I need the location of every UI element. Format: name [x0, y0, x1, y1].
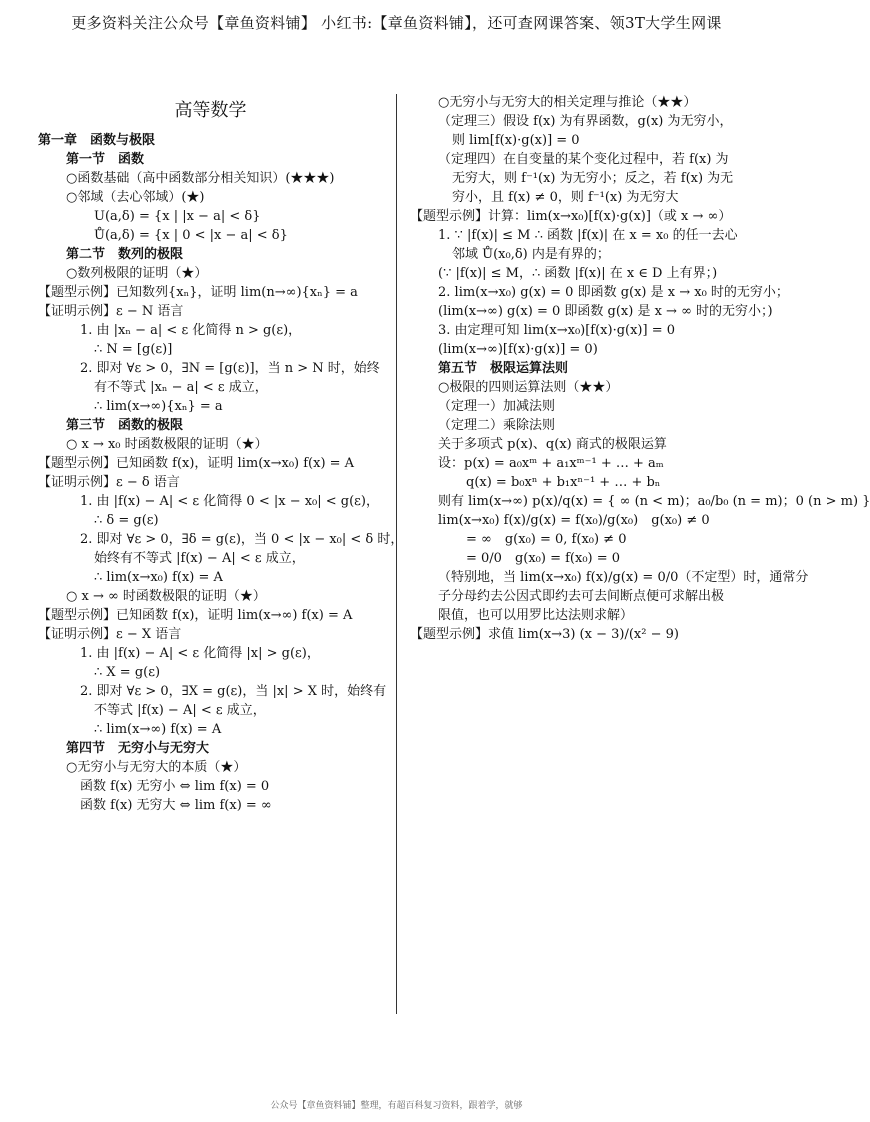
left-line: Ů(a,δ) = {x | 0 < |x − a| < δ} [94, 228, 288, 244]
left-line: ∴ lim(x→∞) f(x) = A [94, 722, 222, 738]
left-line: ○函数基础（高中函数部分相关知识）(★★★) [66, 171, 335, 187]
left-line: 第二节 数列的极限 [66, 247, 184, 263]
right-line: 穷小，且 f(x) ≠ 0，则 f⁻¹(x) 为无穷大 [452, 190, 679, 205]
left-line: ○无穷小与无穷大的本质（★） [66, 760, 247, 776]
left-line: 【题型示例】已知函数 f(x)，证明 lim(x→x₀) f(x) = A [38, 456, 355, 472]
left-line: 【证明示例】ε − δ 语言 [38, 475, 180, 491]
left-line: 不等式 |f(x) − A| < ε 成立， [94, 703, 266, 719]
right-line: lim(x→x₀) f(x)/g(x) = f(x₀)/g(x₀) g(x₀) ≠ 0 [438, 513, 710, 528]
document-title: 高等数学 [174, 100, 247, 121]
right-line: (lim(x→∞) g(x) = 0 即函数 g(x) 是 x → ∞ 时的无穷小；) [438, 304, 773, 319]
left-line: 【证明示例】ε − X 语言 [38, 627, 182, 643]
page-footer: 公众号【章鱼资料铺】整理，有超百科复习资料，跟着学，就够 [270, 1101, 523, 1111]
right-line: 关于多项式 p(x)、q(x) 商式的极限运算 [438, 437, 667, 452]
right-line: 则有 lim(x→∞) p(x)/q(x) = { ∞ (n < m)；a₀/b₀ (n = m)；0 (n > m) } [438, 494, 870, 509]
right-line: （定理二）乘除法则 [438, 418, 556, 433]
left-line: 函数 f(x) 无穷小 ⇔ lim f(x) = 0 [80, 779, 270, 795]
right-line: 设：p(x) = a₀xᵐ + a₁xᵐ⁻¹ + … + aₘ [438, 456, 664, 471]
left-line: 2. 即对 ∀ε > 0，∃N = [g(ε)]，当 n > N 时，始终 [80, 361, 380, 377]
right-line: q(x) = b₀xⁿ + b₁xⁿ⁻¹ + … + bₙ [466, 475, 661, 490]
page-header: 更多资料关注公众号【章鱼资料铺】 小红书:【章鱼资料铺】，还可查网课答案、领3T大学生网课 [71, 14, 722, 32]
right-line: (lim(x→∞)[f(x)·g(x)] = 0) [438, 342, 598, 357]
left-line: ∴ lim(x→x₀) f(x) = A [94, 570, 223, 586]
right-line: 【题型示例】求值 lim(x→3) (x − 3)/(x² − 9) [410, 627, 679, 642]
left-line: 1. 由 |f(x) − A| < ε 化简得 |x| > g(ε)， [80, 646, 320, 662]
left-line: ○数列极限的证明（★） [66, 266, 208, 282]
left-line: 2. 即对 ∀ε > 0，∃X = g(ε)，当 |x| > X 时，始终有 [80, 684, 387, 700]
left-line: 【题型示例】已知数列{xₙ}，证明 lim(n→∞){xₙ} = a [38, 285, 358, 301]
left-line: ○ x → ∞ 时函数极限的证明（★） [66, 589, 266, 605]
left-line: 2. 即对 ∀ε > 0，∃δ = g(ε)，当 0 < |x − x₀| < δ 时， [80, 532, 404, 548]
left-line: 【证明示例】ε − N 语言 [38, 304, 184, 320]
left-line: ∴ N = [g(ε)] [94, 342, 173, 358]
left-line: 有不等式 |xₙ − a| < ε 成立， [94, 380, 268, 396]
left-line: ∴ X = g(ε) [94, 665, 161, 681]
left-line: 第一章 函数与极限 [38, 133, 156, 149]
right-line: = 0/0 g(x₀) = f(x₀) = 0 [466, 551, 621, 566]
left-line: U(a,δ) = {x | |x − a| < δ} [94, 209, 261, 225]
right-line: 则 lim[f(x)·g(x)] = 0 [452, 133, 580, 148]
right-column [410, 94, 870, 645]
left-line: 始终有不等式 |f(x) − A| < ε 成立， [94, 551, 305, 567]
left-line: 1. 由 |f(x) − A| < ε 化简得 0 < |x − x₀| < g(ε)， [80, 494, 379, 510]
right-line: 2. lim(x→x₀) g(x) = 0 即函数 g(x) 是 x → x₀ 时的无穷小； [438, 285, 789, 300]
left-line: ∴ δ = g(ε) [94, 513, 159, 529]
right-line: （定理一）加减法则 [438, 399, 556, 414]
right-line: 无穷大，则 f⁻¹(x) 为无穷小；反之，若 f(x) 为无 [452, 171, 734, 186]
left-line: 第一节 函数 [66, 152, 145, 168]
right-line: 限值，也可以用罗比达法则求解） [438, 608, 634, 623]
right-line: 1. ∵ |f(x)| ≤ M ∴ 函数 |f(x)| 在 x = x₀ 的任一去心 [438, 228, 738, 243]
column-divider [396, 94, 397, 1014]
left-line: ○邻域（去心邻域）(★) [66, 190, 205, 206]
left-line: ○ x → x₀ 时函数极限的证明（★） [66, 437, 268, 453]
right-line: 3. 由定理可知 lim(x→x₀)[f(x)·g(x)] = 0 [438, 323, 676, 338]
right-line: 【题型示例】计算：lim(x→x₀)[f(x)·g(x)]（或 x → ∞） [410, 209, 732, 224]
left-line: 函数 f(x) 无穷大 ⇔ lim f(x) = ∞ [80, 798, 272, 814]
right-line: 子分母约去公因式即约去可去间断点便可求解出极 [438, 589, 725, 604]
right-line: （定理三）假设 f(x) 为有界函数，g(x) 为无穷小， [438, 114, 733, 129]
right-line: 第五节 极限运算法则 [438, 361, 569, 376]
right-line: = ∞ g(x₀) = 0, f(x₀) ≠ 0 [466, 532, 627, 547]
right-line: 邻域 Ů(x₀,δ) 内是有界的； [452, 247, 610, 262]
left-line: 1. 由 |xₙ − a| < ε 化简得 n > g(ε)， [80, 323, 302, 339]
right-content [410, 94, 870, 645]
left-line: 第三节 函数的极限 [66, 418, 184, 434]
left-line: ∴ lim(x→∞){xₙ} = a [94, 399, 223, 415]
right-line: ○极限的四则运算法则（★★） [438, 380, 619, 395]
right-line: (∵ |f(x)| ≤ M，∴ 函数 |f(x)| 在 x ∈ D 上有界；) [438, 266, 718, 281]
right-line: （定理四）在自变量的某个变化过程中，若 f(x) 为 [438, 152, 729, 167]
left-column [38, 94, 404, 816]
right-line: （特别地，当 lim(x→x₀) f(x)/g(x) = 0/0（不定型）时，通常分 [438, 570, 809, 585]
left-content [38, 132, 404, 816]
left-line: 第四节 无穷小与无穷大 [66, 741, 210, 757]
left-line: 【题型示例】已知函数 f(x)，证明 lim(x→∞) f(x) = A [38, 608, 353, 624]
right-line: ○无穷小与无穷大的相关定理与推论（★★） [438, 95, 697, 110]
